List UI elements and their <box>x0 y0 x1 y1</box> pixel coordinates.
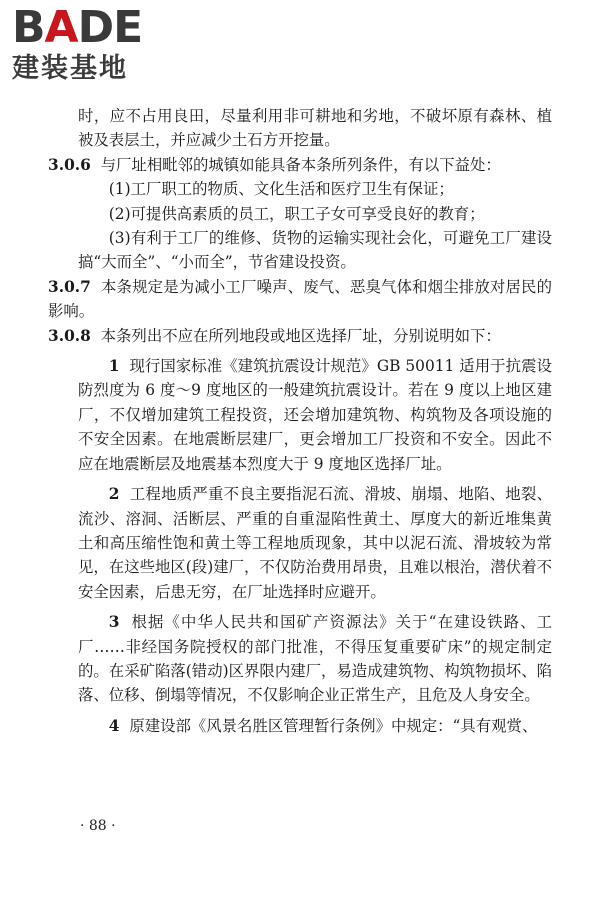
list-item-1: (1)工厂职工的物质、文化生活和医疗卫生有保证； <box>108 180 454 199</box>
clause-text: 本条列出不应在所列地段或地区选择厂址，分别说明如下： <box>100 326 501 345</box>
list-item-2: (2)可提供高素质的员工，职工子女可享受良好的教育； <box>108 204 485 223</box>
item-3 <box>78 610 552 708</box>
item-number: 4 <box>108 716 120 735</box>
item-2 <box>78 482 552 604</box>
bade-logo <box>12 4 174 86</box>
item-4 <box>78 714 552 738</box>
item-number: 3 <box>108 613 120 632</box>
item-text: 现行国家标准《建筑抗震设计规范》GB 50011 适用于抗震设防烈度为 6 度～9 度地区的一般建筑抗震设计。若在 9 度以上地区建厂，不仅增加建筑工程投资，还会增加建筑物、构筑物及各项设施的不安全因素。在地震断层建厂，更会增加工厂投资和不安全。因此不应在地震断层及地震基本烈度大于 9 度地区选择厂址。 <box>78 357 552 473</box>
clause-3-0-7 <box>48 275 552 324</box>
item-text: 工程地质严重不良主要指泥石流、滑坡、崩塌、地陷、地裂、流沙、溶洞、活断层、严重的自重湿陷性黄土、厚度大的新近堆集黄土和高压缩性饱和黄土等工程地质现象，其中以泥石流、滑坡较为常见，在这些地区(段)建厂，不仅防治费用昂贵，且难以根治，潜伏着不安全因素，后患无穷，在厂址选择时应避开。 <box>78 485 552 601</box>
clause-number: 3.0.7 <box>48 277 91 296</box>
item-text: 原建设部《风景名胜区管理暂行条例》中规定：“具有观赏、 <box>129 716 538 735</box>
clause-text: 与厂址相毗邻的城镇如能具备本条所列条件，有以下益处： <box>100 155 501 174</box>
page-number: · 88 · <box>80 818 116 834</box>
item-1 <box>78 354 552 476</box>
clause-number: 3.0.6 <box>48 155 91 174</box>
logo-wordmark: BADE <box>12 2 143 53</box>
clause-3-0-6 <box>48 153 552 177</box>
clause-number: 3.0.8 <box>48 326 91 345</box>
item-number: 1 <box>108 357 120 376</box>
clause-3-0-8 <box>48 324 552 348</box>
clause-text: 本条规定是为减小工厂噪声、废气、恶臭气体和烟尘排放对居民的影响。 <box>48 277 552 321</box>
paragraph-continuation: 时，应不占用良田，尽量利用非可耕地和劣地，不破坏原有森林、植被及表层土，并应减少土石方开挖量。 <box>78 107 552 150</box>
list-item-3: (3)有利于工厂的维修、货物的运输实现社会化，可避免工厂建设搞“大而全”、“小而全”，节省建设投资。 <box>78 229 552 272</box>
item-number: 2 <box>108 485 120 504</box>
document-body <box>48 104 552 738</box>
logo-subtitle: 建装基地 <box>12 53 128 84</box>
item-text: 根据《中华人民共和国矿产资源法》关于“在建设铁路、工厂……非经国务院授权的部门批准，不得压复重要矿床”的规定制定的。在采矿陷落(错动)区界限内建厂，易造成建筑物、构筑物损坏、陷落、位移、倒塌等情况，不仅影响企业正常生产，且危及人身安全。 <box>78 613 552 705</box>
